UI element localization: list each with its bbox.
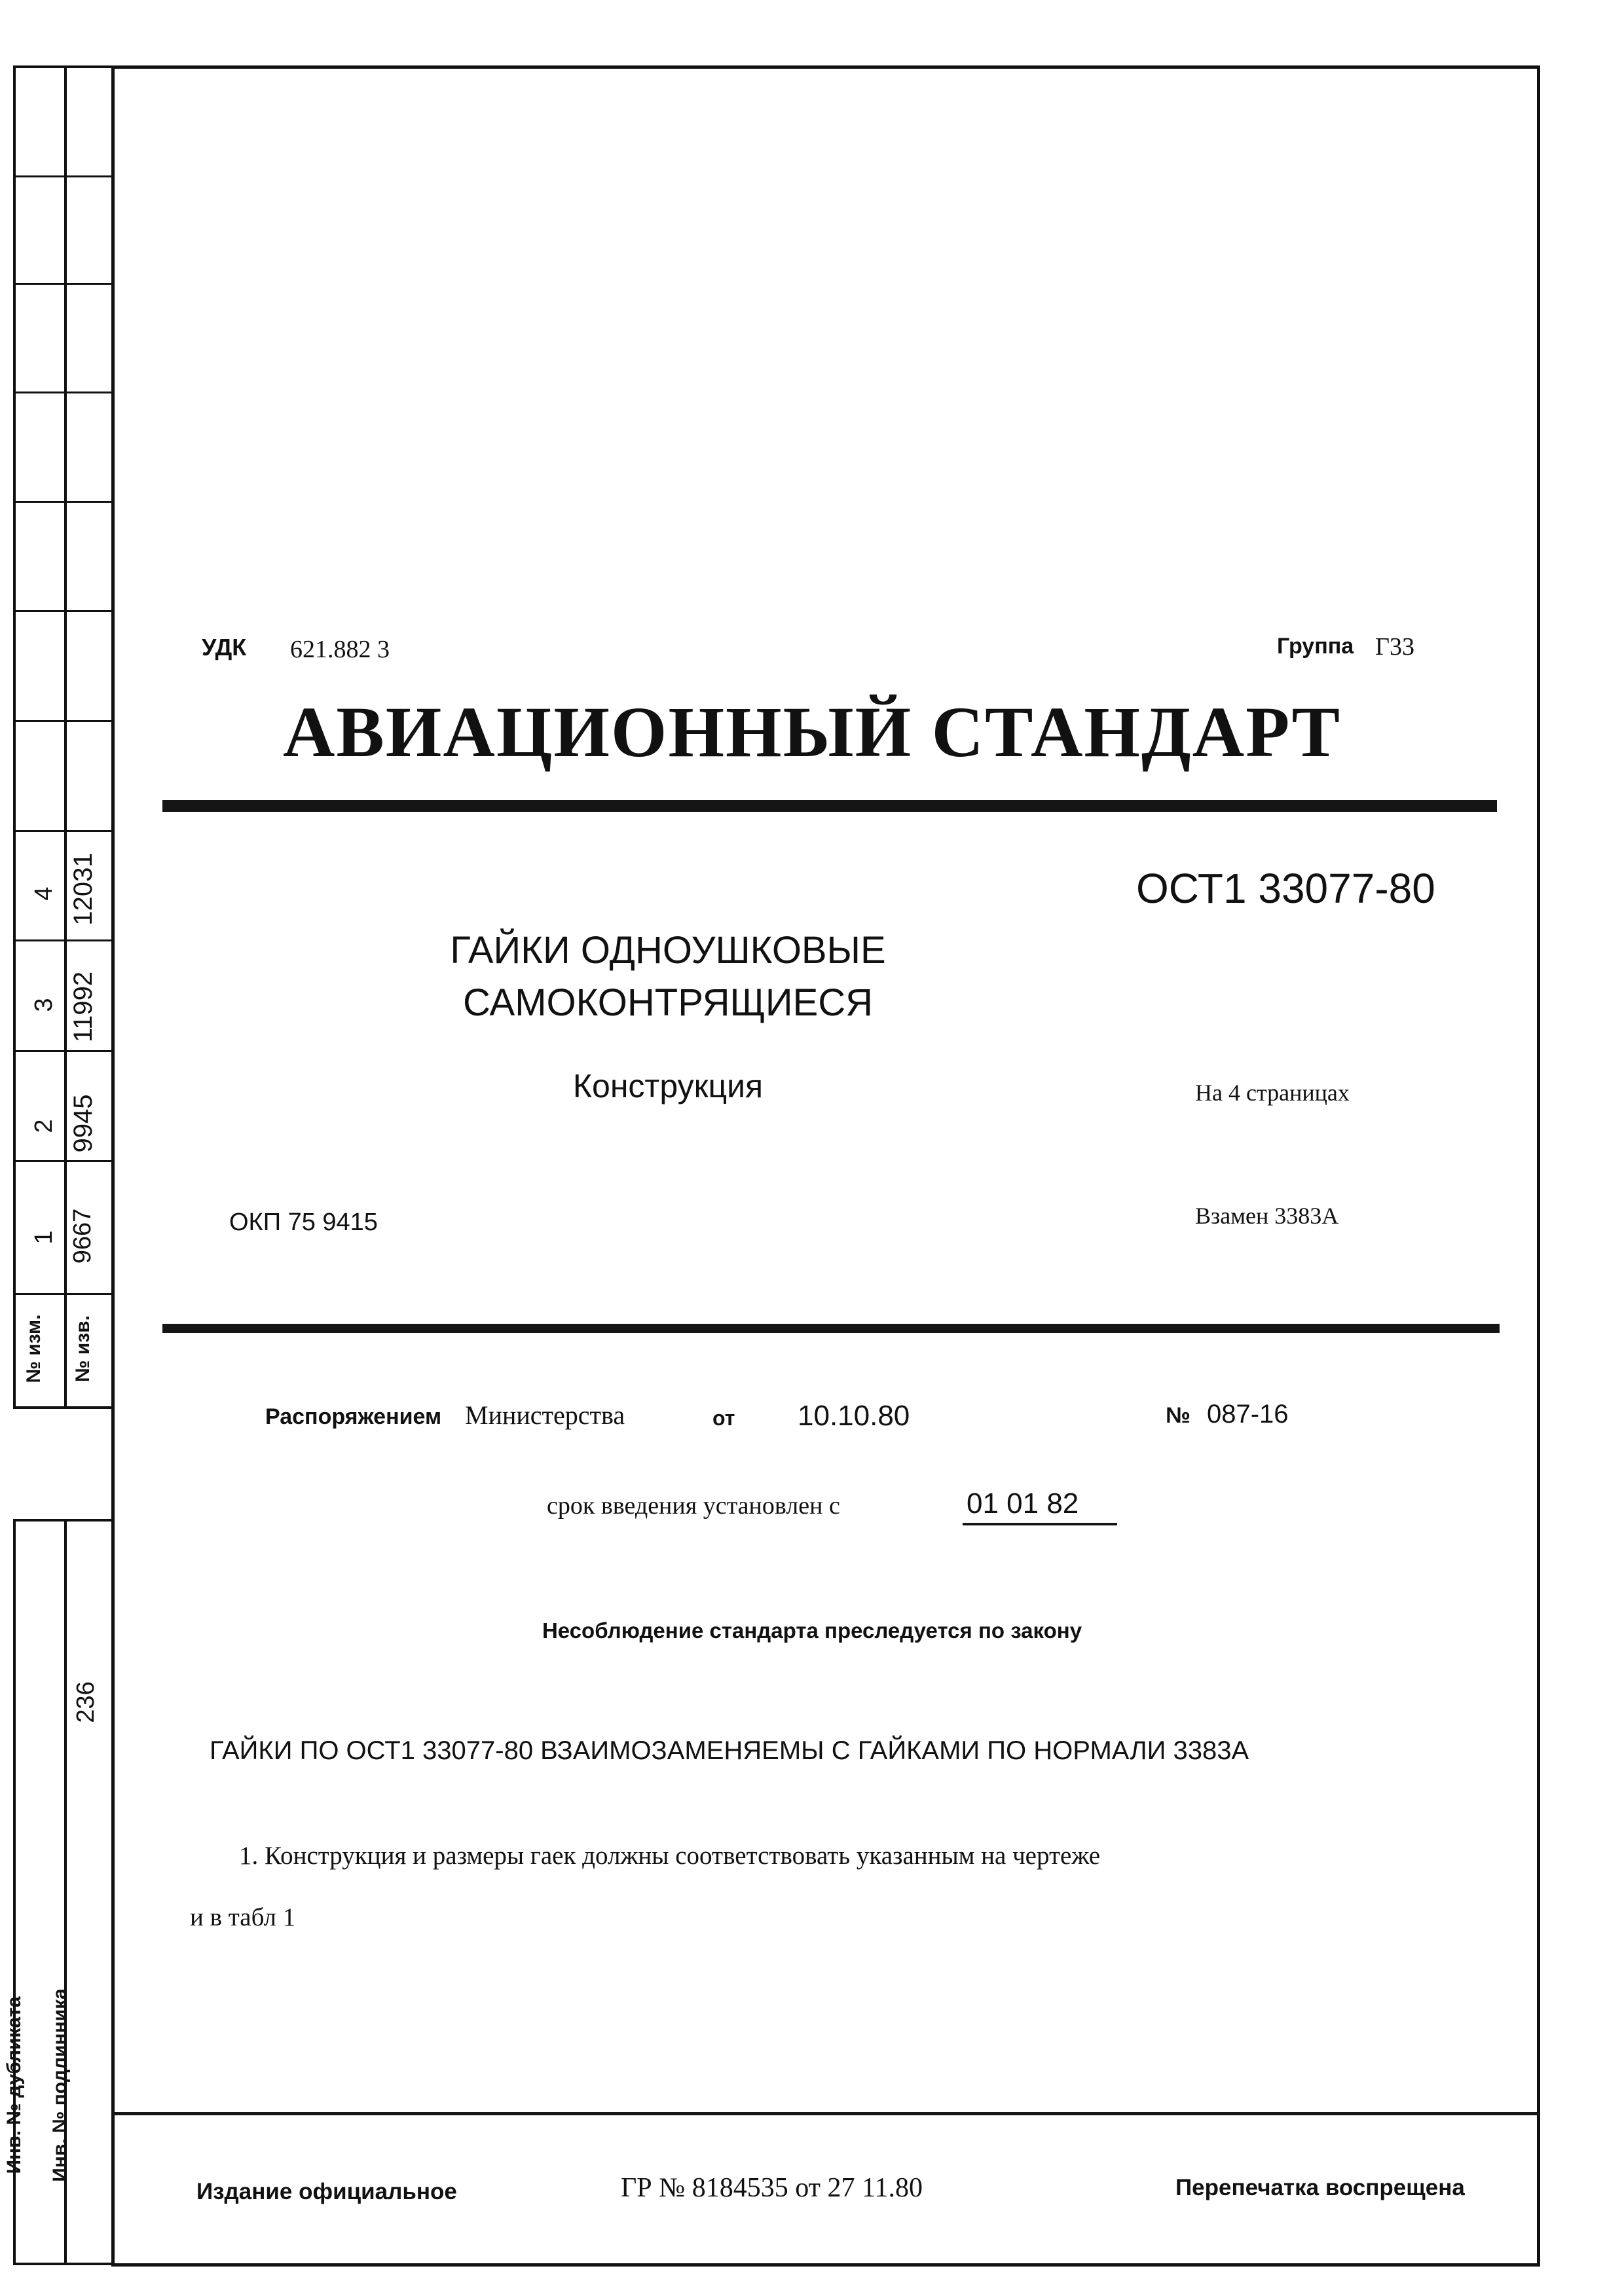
standard-subtitle: Конструкция xyxy=(572,1068,764,1104)
stamp-line xyxy=(13,501,113,503)
stamp-line xyxy=(13,1406,113,1409)
change-number: 2 xyxy=(30,1119,58,1133)
order-from-label: от xyxy=(712,1406,735,1430)
stamp-line xyxy=(13,175,113,177)
group-label: Группа xyxy=(1277,634,1354,659)
issue-number: 12031 xyxy=(69,852,98,926)
issue-label: № изв. xyxy=(72,1315,94,1382)
order-issuer: Министерства xyxy=(465,1400,625,1430)
udk-value: 621.882 3 xyxy=(290,636,390,663)
udk-label: УДК xyxy=(202,634,247,661)
standard-name-line2: САМОКОНТРЯЩИЕСЯ xyxy=(462,981,874,1024)
stamp-line xyxy=(13,1519,113,1522)
legal-notice: Несоблюдение стандарта преследуется по закону xyxy=(542,1618,1082,1643)
order-number-label: № xyxy=(1166,1403,1190,1428)
footer-reprint: Перепечатка воспрещена xyxy=(1175,2175,1465,2200)
issue-number: 9945 xyxy=(69,1094,98,1153)
page-frame xyxy=(111,65,1540,2267)
header-rule xyxy=(162,800,1497,812)
stamp-line xyxy=(13,830,113,832)
stamp-line xyxy=(13,1293,113,1295)
stamp-line xyxy=(13,65,113,68)
change-label: № изм. xyxy=(23,1314,45,1383)
issue-number: 11992 xyxy=(69,971,98,1043)
inv-duplicate-label: Инв. № дубликата xyxy=(3,1996,25,2174)
effective-text: срок введения установлен с xyxy=(547,1492,840,1520)
stamp-line xyxy=(13,283,113,285)
interchange-statement: ГАЙКИ ПО ОСТ1 33077-80 ВЗАИМОЗАМЕНЯЕМЫ С ГАЙКАМИ ПО НОРМАЛИ 3383А xyxy=(210,1736,1249,1765)
page-count: На 4 страницах xyxy=(1195,1080,1350,1106)
footer-registration: ГР № 8184535 от 27 11.80 xyxy=(621,2173,923,2203)
footer-rule xyxy=(111,2112,1540,2115)
issue-number: 9667 xyxy=(69,1208,96,1264)
footer-official: Издание официальное xyxy=(196,2179,457,2204)
change-number: 1 xyxy=(30,1230,58,1245)
order-number: 087-16 xyxy=(1207,1400,1289,1429)
clause-1-line-2: и в табл 1 xyxy=(190,1903,296,1931)
okp-code: ОКП 75 9415 xyxy=(229,1209,378,1236)
inv-original-label: Инв. № подлинника xyxy=(49,1988,71,2182)
standard-name-line1: ГАЙКИ ОДНОУШКОВЫЕ xyxy=(450,929,886,972)
effective-date-underline xyxy=(963,1523,1117,1525)
change-number: 4 xyxy=(30,886,58,901)
inv-original-value: 236 xyxy=(72,1681,100,1723)
document-title: АВИАЦИОННЫЙ СТАНДАРТ xyxy=(282,692,1342,772)
section-rule xyxy=(162,1324,1500,1333)
stamp-line xyxy=(13,2263,113,2265)
replaces: Взамен 3383А xyxy=(1195,1203,1339,1229)
stamp-line xyxy=(13,392,113,393)
standard-number: ОСТ1 33077-80 xyxy=(1136,865,1435,912)
change-number: 3 xyxy=(30,998,58,1012)
stamp-line xyxy=(13,610,113,612)
group-value: Г33 xyxy=(1375,633,1414,661)
clause-1-line-1: 1. Конструкция и размеры гаек должны соответствовать указанным на чертеже xyxy=(239,1842,1101,1870)
order-label: Распоряжением xyxy=(265,1404,442,1429)
effective-date: 01 01 82 xyxy=(967,1487,1079,1520)
order-date: 10.10.80 xyxy=(798,1400,910,1432)
